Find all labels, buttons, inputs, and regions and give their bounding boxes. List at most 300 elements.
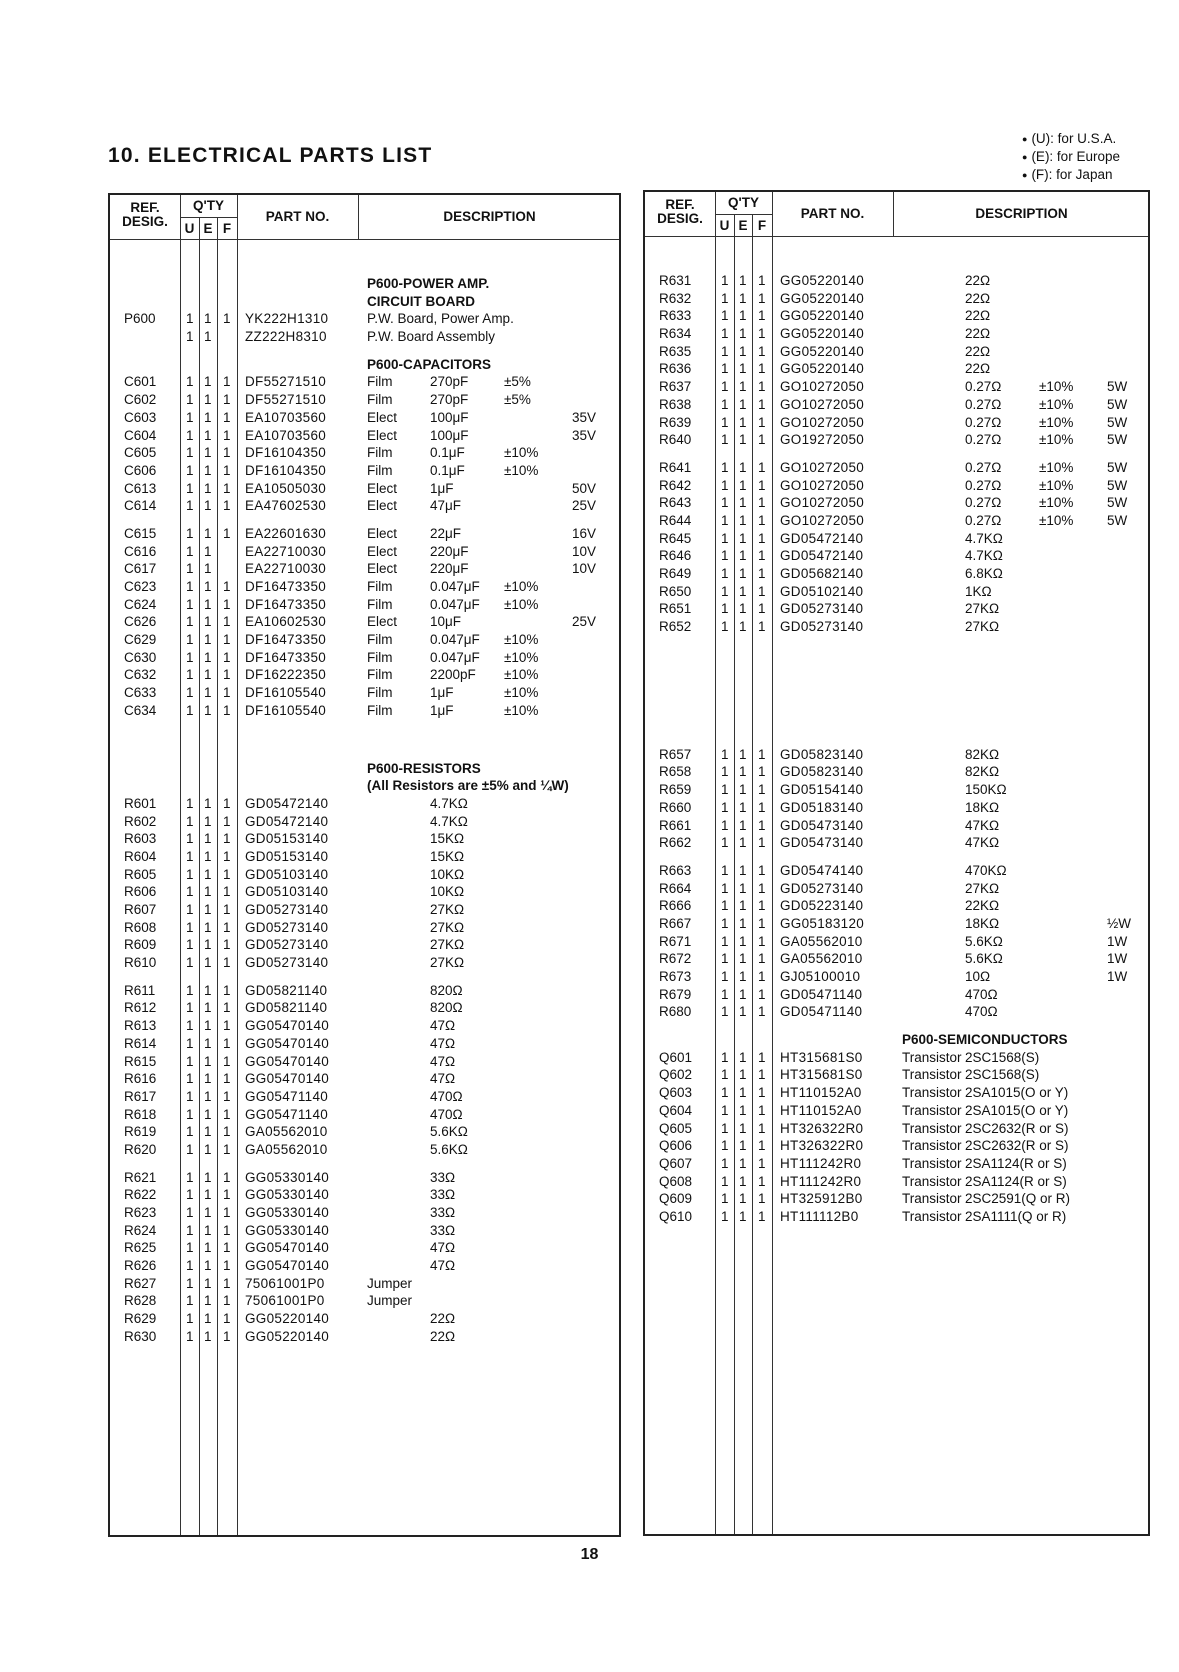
qty-f: 1	[758, 880, 766, 896]
ref-designator: R604	[124, 848, 157, 864]
qty-f: 1	[223, 982, 231, 998]
part-number: HT110152A0	[780, 1085, 862, 1101]
ref-designator: C624	[124, 596, 157, 612]
qty-f: 1	[223, 462, 231, 478]
qty-e: 1	[739, 1085, 747, 1101]
ref-designator: P600	[124, 311, 156, 327]
part-number: GD05821140	[245, 1000, 328, 1016]
desc-value: 47Ω	[430, 1018, 456, 1034]
part-row	[645, 343, 1148, 361]
qty-f: 1	[223, 884, 231, 900]
desc-value: 0.1μF	[430, 462, 465, 478]
qty-e: 1	[204, 1240, 212, 1256]
qty-u: 1	[186, 848, 194, 864]
desc-type: Film	[367, 392, 393, 408]
desc-rating: 35V	[572, 409, 597, 425]
part-number: GG05220140	[780, 290, 865, 306]
header-ref-desig: REF. DESIG.	[657, 197, 703, 226]
ref-designator: R623	[124, 1205, 157, 1220]
qty-u: 1	[186, 1240, 194, 1256]
part-number: DF16473350	[245, 579, 327, 594]
qty-e: 1	[739, 1191, 747, 1207]
qty-f: 1	[223, 1293, 231, 1309]
row-gap	[645, 696, 1148, 706]
desc-value: 10KΩ	[430, 884, 465, 900]
desc-tolerance: ±10%	[1039, 414, 1074, 430]
desc-tolerance: ±10%	[504, 445, 539, 461]
qty-f: 1	[758, 308, 766, 324]
ref-designator: R643	[659, 495, 692, 511]
qty-f: 1	[223, 685, 231, 701]
desc-value: 0.1μF	[430, 445, 465, 461]
part-row	[110, 1186, 619, 1204]
desc-value: 2SA1124(R or S)	[965, 1173, 1067, 1189]
ref-designator: C629	[124, 632, 157, 648]
row-gap	[645, 676, 1148, 686]
ref-designator: R626	[124, 1258, 157, 1274]
section-heading	[110, 777, 619, 795]
ref-designator: C603	[124, 409, 157, 425]
row-gap	[645, 706, 1148, 716]
desc-rating: 1W	[1107, 969, 1128, 984]
header-part-no: PART NO.	[265, 209, 330, 224]
qty-u: 1	[721, 986, 729, 1002]
part-row	[645, 834, 1148, 852]
qty-f: 1	[223, 579, 231, 594]
qty-f: 1	[758, 495, 766, 511]
desc-value: 47Ω	[430, 1035, 456, 1051]
qty-u: 1	[186, 884, 194, 900]
desc-value: 10Ω	[965, 969, 991, 984]
qty-e: 1	[204, 480, 212, 496]
part-number: GD05273140	[245, 902, 329, 917]
row-gap	[110, 750, 619, 760]
ref-designator: C614	[124, 498, 157, 514]
desc-tolerance: ±5%	[504, 374, 531, 390]
desc-value: 0.047μF	[430, 649, 480, 665]
part-number: GD05273140	[245, 955, 329, 971]
desc-value: 27KΩ	[430, 937, 465, 953]
qty-e: 1	[739, 764, 747, 780]
desc-value: 5.6KΩ	[965, 933, 1003, 949]
part-number: GG05220140	[780, 273, 865, 288]
ref-designator: Q607	[659, 1155, 693, 1171]
row-gap	[110, 740, 619, 750]
row-gap	[645, 716, 1148, 726]
qty-u: 1	[721, 782, 729, 798]
part-row	[645, 817, 1148, 835]
part-number: GO10272050	[780, 396, 865, 412]
desc-value: 470KΩ	[965, 862, 1007, 878]
ref-designator: R667	[659, 915, 692, 931]
desc-type: Transistor	[902, 1173, 962, 1189]
part-row	[645, 530, 1148, 548]
qty-u: 1	[186, 374, 194, 390]
part-number: DF16105540	[245, 685, 327, 701]
part-number: GD05273140	[245, 937, 329, 953]
desc-value: 22μF	[430, 525, 462, 541]
part-number: HT315681S0	[780, 1049, 863, 1065]
qty-u: 1	[186, 1205, 194, 1220]
qty-e: 1	[739, 1155, 747, 1171]
desc-tolerance: ±10%	[1039, 379, 1074, 395]
part-number: DF16222350	[245, 667, 327, 683]
part-row	[110, 999, 619, 1017]
part-row	[110, 795, 619, 813]
part-row	[110, 936, 619, 954]
qty-f: 1	[223, 919, 231, 935]
desc-value: 2200pF	[430, 667, 476, 683]
qty-e: 1	[204, 1275, 212, 1291]
part-row	[645, 272, 1148, 290]
part-row	[645, 950, 1148, 968]
part-row	[110, 373, 619, 391]
header-f: F	[757, 218, 767, 233]
qty-f: 1	[758, 1208, 766, 1224]
desc-type: Elect	[367, 614, 398, 630]
part-number: EA22601630	[245, 525, 327, 541]
qty-u: 1	[721, 495, 729, 511]
desc-type: Elect	[367, 480, 398, 496]
qty-e: 1	[739, 1120, 747, 1136]
part-row	[110, 444, 619, 462]
qty-f: 1	[758, 273, 766, 288]
part-row	[645, 459, 1148, 477]
desc-value: 10KΩ	[430, 866, 465, 882]
ref-designator: C615	[124, 525, 157, 541]
part-number: EA22710030	[245, 561, 327, 577]
qty-e: 1	[739, 817, 747, 833]
qty-f: 1	[758, 782, 766, 798]
part-number: GD05154140	[780, 782, 864, 798]
part-number: GD05474140	[780, 862, 864, 878]
row-gap	[110, 972, 619, 982]
row-gap	[645, 646, 1148, 656]
qty-u: 1	[721, 835, 729, 851]
qty-f: 1	[223, 813, 231, 829]
qty-u: 1	[186, 1141, 194, 1157]
desc-tolerance: ±5%	[504, 392, 531, 408]
part-number: GD05103140	[245, 884, 329, 900]
qty-e: 1	[739, 601, 747, 617]
desc-tolerance: ±10%	[504, 702, 539, 718]
desc-type: Elect	[367, 498, 398, 514]
qty-u: 1	[721, 880, 729, 896]
part-row	[110, 684, 619, 702]
desc-type: Elect	[367, 427, 398, 443]
row-gap	[110, 255, 619, 265]
qty-u: 1	[721, 379, 729, 395]
desc-tolerance: ±10%	[504, 667, 539, 683]
desc-value: 2SC1568(S)	[965, 1067, 1040, 1083]
part-number: GG05220140	[245, 1328, 330, 1344]
qty-f: 1	[758, 986, 766, 1002]
qty-f: 1	[758, 799, 766, 815]
ref-designator: R658	[659, 764, 692, 780]
desc-type: Transistor	[902, 1085, 962, 1101]
qty-u: 1	[721, 746, 729, 762]
qty-e: 1	[204, 702, 212, 718]
qty-u: 1	[186, 445, 194, 461]
ref-designator: C630	[124, 649, 157, 665]
qty-f: 1	[223, 1088, 231, 1104]
part-row	[110, 631, 619, 649]
desc-type: Film	[367, 667, 393, 683]
desc-value: 4.7KΩ	[965, 548, 1003, 564]
qty-u: 1	[721, 1138, 729, 1154]
desc-value: 5.6KΩ	[965, 951, 1003, 967]
desc-value: 27KΩ	[965, 880, 1000, 896]
qty-f: 1	[223, 848, 231, 864]
desc-type: Elect	[367, 409, 398, 425]
desc-value: 100μF	[430, 427, 469, 443]
part-row	[645, 1084, 1148, 1102]
ref-designator: Q606	[659, 1138, 693, 1154]
desc-value: 1μF	[430, 702, 454, 718]
qty-f: 1	[223, 1169, 231, 1185]
part-number: EA47602530	[245, 498, 327, 514]
qty-e: 1	[204, 1124, 212, 1140]
qty-e: 1	[204, 1293, 212, 1309]
qty-u: 1	[721, 1191, 729, 1207]
qty-e: 1	[204, 1328, 212, 1344]
part-number: GD05273140	[780, 619, 864, 635]
section-heading-text: P600-SEMICONDUCTORS	[902, 1032, 1068, 1048]
qty-f: 1	[223, 1035, 231, 1051]
part-row	[110, 480, 619, 498]
part-number: 75061001P0	[245, 1275, 325, 1291]
part-number: GG05220140	[780, 343, 865, 359]
part-number: GD05102140	[780, 583, 864, 599]
qty-e: 1	[204, 902, 212, 917]
qty-e: 1	[204, 596, 212, 612]
desc-type: Transistor	[902, 1120, 962, 1136]
ref-designator: R650	[659, 583, 692, 599]
part-number: EA10602530	[245, 614, 327, 630]
qty-e: 1	[739, 379, 747, 395]
part-row	[110, 560, 619, 578]
qty-f: 1	[223, 1275, 231, 1291]
qty-f: 1	[223, 392, 231, 408]
ref-designator: R641	[659, 459, 692, 475]
qty-f: 1	[758, 477, 766, 493]
qty-u: 1	[186, 311, 194, 327]
part-number: GD05473140	[780, 835, 864, 851]
part-number: GG05330140	[245, 1222, 330, 1238]
qty-u: 1	[721, 343, 729, 359]
ref-designator: C616	[124, 543, 157, 559]
desc-tolerance: ±10%	[504, 649, 539, 665]
qty-u: 1	[186, 1071, 194, 1087]
part-row	[645, 897, 1148, 915]
desc-type: P.W. Board Assembly	[367, 329, 496, 345]
desc-rating: 5W	[1107, 477, 1128, 493]
qty-e: 1	[204, 329, 212, 345]
qty-e: 1	[204, 866, 212, 882]
qty-f: 1	[758, 898, 766, 914]
part-row	[110, 1222, 619, 1240]
ref-designator: R602	[124, 813, 157, 829]
part-row	[110, 1106, 619, 1124]
desc-value: 2SA1015(O or Y)	[965, 1102, 1069, 1118]
ref-designator: R617	[124, 1088, 157, 1104]
qty-e: 1	[739, 566, 747, 581]
part-number: GD05153140	[245, 831, 329, 847]
desc-rating: 5W	[1107, 432, 1128, 448]
qty-u: 1	[186, 427, 194, 443]
part-number: GG05330140	[245, 1205, 330, 1220]
header-part-no: PART NO.	[800, 206, 865, 221]
part-row	[645, 583, 1148, 601]
ref-designator: R616	[124, 1071, 157, 1087]
ref-designator: C632	[124, 667, 157, 683]
part-row	[110, 1035, 619, 1053]
qty-e: 1	[739, 746, 747, 762]
qty-f: 1	[758, 414, 766, 430]
part-row	[110, 613, 619, 631]
row-gap	[645, 686, 1148, 696]
qty-f: 1	[223, 1222, 231, 1238]
qty-u: 1	[186, 1035, 194, 1051]
qty-e: 1	[204, 632, 212, 648]
desc-rating: 5W	[1107, 396, 1128, 412]
ref-designator: C633	[124, 685, 157, 701]
qty-f: 1	[223, 831, 231, 847]
desc-value: 47KΩ	[965, 817, 1000, 833]
desc-type: Transistor	[902, 1138, 962, 1154]
desc-value: 0.047μF	[430, 632, 480, 648]
part-number: DF16473350	[245, 596, 327, 612]
desc-value: 4.7KΩ	[965, 530, 1003, 546]
qty-u: 1	[721, 1155, 729, 1171]
desc-value: 1μF	[430, 480, 454, 496]
qty-u: 1	[186, 937, 194, 953]
qty-f: 1	[223, 955, 231, 971]
row-gap	[110, 720, 619, 730]
ref-designator: R615	[124, 1053, 157, 1069]
qty-u: 1	[721, 1085, 729, 1101]
qty-e: 1	[204, 561, 212, 577]
desc-type: Film	[367, 649, 393, 665]
header-u: U	[184, 221, 195, 236]
desc-value: 33Ω	[430, 1222, 456, 1238]
part-row	[645, 600, 1148, 618]
ref-designator: Q602	[659, 1067, 693, 1083]
desc-value: 82KΩ	[965, 746, 1000, 762]
desc-value: 27KΩ	[430, 955, 465, 971]
section-heading	[645, 1031, 1148, 1049]
qty-e: 1	[739, 782, 747, 798]
qty-e: 1	[739, 1138, 747, 1154]
qty-f: 1	[758, 764, 766, 780]
qty-u: 1	[186, 632, 194, 648]
desc-value: 0.27Ω	[965, 414, 1002, 430]
qty-e: 1	[739, 951, 747, 967]
qty-e: 1	[204, 311, 212, 327]
qty-u: 1	[721, 898, 729, 914]
qty-f: 1	[223, 1240, 231, 1256]
part-number: GO10272050	[780, 414, 865, 430]
qty-f: 1	[223, 1018, 231, 1034]
desc-value: 22Ω	[430, 1311, 456, 1327]
desc-tolerance: ±10%	[1039, 512, 1074, 528]
desc-type: Transistor	[902, 1102, 962, 1118]
desc-value: 0.27Ω	[965, 459, 1002, 475]
ref-designator: R622	[124, 1187, 157, 1203]
part-number: 75061001P0	[245, 1293, 325, 1309]
qty-e: 1	[204, 1205, 212, 1220]
header-e: E	[203, 221, 213, 236]
qty-f: 1	[758, 343, 766, 359]
desc-value: 27KΩ	[430, 919, 465, 935]
qty-f: 1	[223, 498, 231, 514]
row-gap	[645, 252, 1148, 262]
desc-type: Jumper	[367, 1275, 413, 1291]
ref-designator: C606	[124, 462, 157, 478]
qty-f: 1	[758, 583, 766, 599]
part-number: GG05470140	[245, 1258, 330, 1274]
ref-designator: R639	[659, 414, 692, 430]
ref-designator: Q609	[659, 1191, 693, 1207]
part-number: HT110152A0	[780, 1102, 862, 1118]
qty-f: 1	[758, 1120, 766, 1136]
desc-value: 0.047μF	[430, 596, 480, 612]
qty-e: 1	[204, 1035, 212, 1051]
desc-type: Film	[367, 579, 393, 594]
row-gap	[110, 346, 619, 356]
qty-e: 1	[204, 579, 212, 594]
qty-e: 1	[739, 880, 747, 896]
ref-designator: R662	[659, 835, 692, 851]
qty-e: 1	[739, 326, 747, 342]
desc-value: 820Ω	[430, 1000, 463, 1016]
ref-designator: C602	[124, 392, 157, 408]
part-row	[645, 512, 1148, 530]
qty-f: 1	[758, 361, 766, 377]
qty-f: 1	[223, 1071, 231, 1087]
desc-type: Film	[367, 445, 393, 461]
qty-e: 1	[204, 392, 212, 408]
page-title: 10. ELECTRICAL PARTS LIST	[108, 144, 433, 167]
part-number: GO10272050	[780, 512, 865, 528]
row-gap	[645, 656, 1148, 666]
qty-e: 1	[204, 614, 212, 630]
row-gap	[645, 449, 1148, 459]
part-row	[110, 848, 619, 866]
desc-value: 22Ω	[965, 343, 991, 359]
part-number: GO10272050	[780, 459, 865, 475]
desc-tolerance: ±10%	[504, 462, 539, 478]
part-number: HT325912B0	[780, 1191, 863, 1207]
part-row	[645, 1120, 1148, 1138]
part-row	[645, 414, 1148, 432]
qty-u: 1	[186, 649, 194, 665]
ref-designator: R607	[124, 902, 157, 917]
qty-e: 1	[739, 477, 747, 493]
qty-u: 1	[186, 1124, 194, 1140]
qty-u: 1	[721, 361, 729, 377]
ref-designator: R634	[659, 326, 692, 342]
qty-u: 1	[186, 1187, 194, 1203]
qty-e: 1	[739, 1208, 747, 1224]
qty-e: 1	[739, 432, 747, 448]
part-number: GD05472140	[780, 548, 864, 564]
ref-designator: R664	[659, 880, 692, 896]
part-row	[110, 813, 619, 831]
desc-rating: 1W	[1107, 933, 1128, 949]
part-row	[645, 360, 1148, 378]
desc-value: 33Ω	[430, 1205, 456, 1220]
